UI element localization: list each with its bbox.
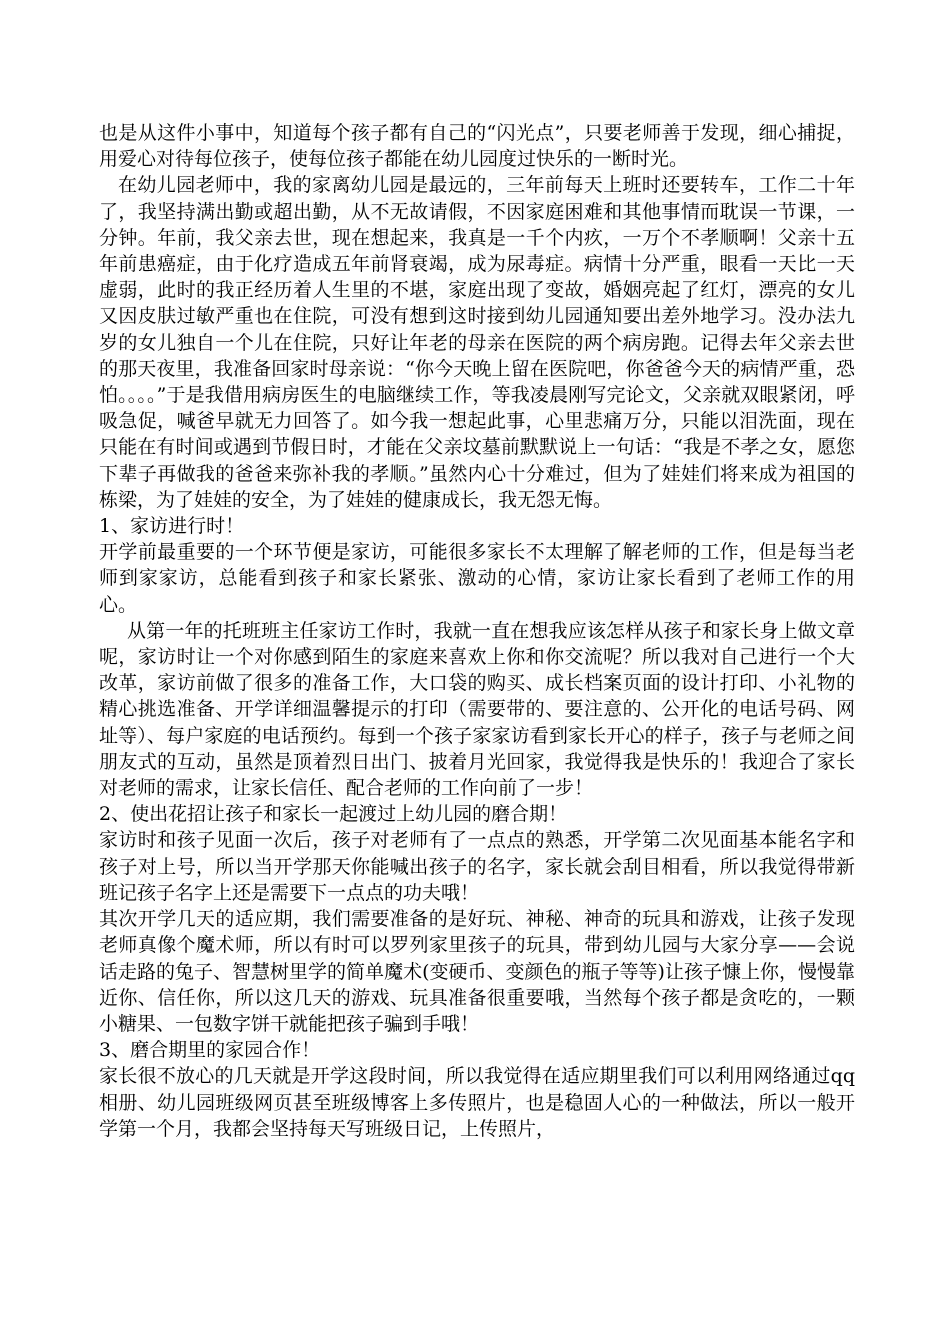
- section-heading-1: 1、家访进行时！: [99, 515, 245, 538]
- section-heading-2: 2、使出花招让孩子和家长一起渡过上幼儿园的磨合期！: [99, 803, 568, 826]
- document-page: [99, 120, 855, 1142]
- paragraph-4: 从第一年的托班班主任家访工作时，我就一直在想我应该怎样从孩子和家长身上做文章呢，家访时让一个对你感到陌生的家庭来喜欢上你和你交流呢？所以我对自己进行一个大改革，家访前做了很多的准备工作，大口袋的购买、成长档案页面的设计打印、小礼物的精心挑选准备、开学详细温馨提示的打印（需要带的、要注意的、公开化的电话号码、网址等）、每户家庭的电话预约。每到一个孩子家家访看到家长开心的样子，孩子与老师之间朋友式的互动，虽然是顶着烈日出门、披着月光回家，我觉得我是快乐的！我迎合了家长对老师的需求，让家长信任、配合老师的工作向前了一步！: [99, 619, 855, 800]
- paragraph-7: 家长很不放心的几天就是开学这段时间，所以我觉得在适应期里我们可以利用网络通过qq相册、幼儿园班级网页甚至班级博客上多传照片，也是稳固人心的一种做法，所以一般开学第一个月，我都会坚持每天写班级日记，上传照片，: [99, 1065, 855, 1140]
- paragraph-5: 家访时和孩子见面一次后，孩子对老师有了一点点的熟悉，开学第二次见面基本能名字和孩子对上号，所以当开学那天你能喊出孩子的名字，家长就会刮目相看，所以我觉得带新班记孩子名字上还是需要下一点点的功夫哦！: [99, 829, 855, 904]
- paragraph-3: 开学前最重要的一个环节便是家访，可能很多家长不太理解了解老师的工作，但是每当老师到家家访，总能看到孩子和家长紧张、激动的心情，家访让家长看到了老师工作的用心。: [99, 541, 855, 616]
- paragraph-2: 在幼儿园老师中，我的家离幼儿园是最远的，三年前每天上班时还要转车，工作二十年了，我坚持满出勤或超出勤，从不无故请假，不因家庭困难和其他事情而耽误一节课，一分钟。年前，我父亲去世，现在想起来，我真是一千个内疚，一万个不孝顺啊！父亲十五年前患癌症，由于化疗造成五年前肾衰竭，成为尿毒症。病情十分严重，眼看一天比一天虚弱，此时的我正经历着人生里的不堪，家庭出现了变故，婚姻亮起了红灯，漂亮的女儿又因皮肤过敏严重也在住院，可没有想到这时接到幼儿园通知要出差外地学习。没办法九岁的女儿独自一个儿在住院，只好让年老的母亲在医院的两个病房跑。记得去年父亲去世的那天夜里，我准备回家时母亲说：“你今天晚上留在医院吧，你爸爸今天的病情严重，恐怕。。。。”于是我借用病房医生的电脑继续工作，等我凌晨刚写完论文，父亲就双眼紧闭，呼吸急促，喊爸早就无力回答了。如今我一想起此事，心里悲痛万分，只能以泪洗面，现在只能在有时间或遇到节假日时，才能在父亲坟墓前默默说上一句话：“我是不孝之女，愿您下辈子再做我的爸爸来弥补我的孝顺。”虽然内心十分难过，但为了娃娃们将来成为祖国的栋梁，为了娃娃的安全，为了娃娃的健康成长，我无怨无悔。: [99, 174, 855, 511]
- paragraph-1: 也是从这件小事中，知道每个孩子都有自己的“闪光点”，只要老师善于发现，细心捕捉，用爱心对待每位孩子，使每位孩子都能在幼儿园度过快乐的一断时光。: [99, 122, 855, 171]
- section-heading-3: 3、磨合期里的家园合作！: [99, 1039, 321, 1062]
- paragraph-6: 其次开学几天的适应期，我们需要准备的是好玩、神秘、神奇的玩具和游戏，让孩子发现老师真像个魔术师，所以有时可以罗列家里孩子的玩具，带到幼儿园与大家分享——会说话走路的兔子、智慧树里学的简单魔术(变硬币、变颜色的瓶子等等)让孩子慷上你，慢慢靠近你、信任你，所以这几天的游戏、玩具准备很重要哦，当然每个孩子都是贪吃的，一颗小糖果、一包数字饼干就能把孩子骗到手哦！: [99, 908, 855, 1035]
